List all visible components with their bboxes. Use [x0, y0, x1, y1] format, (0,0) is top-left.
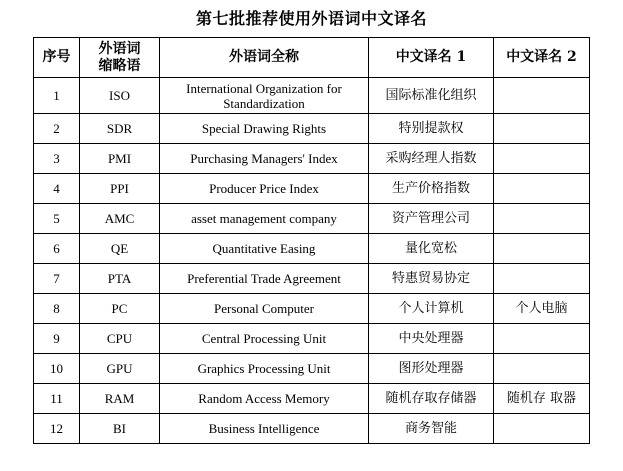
table-row [34, 324, 590, 354]
row-abbreviation-cell: GPU [80, 354, 160, 384]
table-row [34, 144, 590, 174]
row-chinese-name-2-cell [494, 174, 590, 204]
table-row [34, 294, 590, 324]
header-full-name: 外语词全称 [160, 38, 369, 78]
row-abbreviation-cell: PC [80, 294, 160, 324]
header-chinese-name-2: 中文译名 2 [494, 38, 590, 78]
row-chinese-name-1-cell: 国际标准化组织 [369, 78, 494, 114]
row-chinese-name-1-cell: 随机存取存储器 [369, 384, 494, 414]
row-index-cell: 6 [34, 234, 80, 264]
row-full-name-cell: Random Access Memory [160, 384, 369, 414]
row-index-cell: 3 [34, 144, 80, 174]
row-index-cell: 5 [34, 204, 80, 234]
row-abbreviation-cell: PTA [80, 264, 160, 294]
row-abbreviation-cell: SDR [80, 114, 160, 144]
row-full-name-cell: International Organization for Standardization [160, 78, 369, 114]
table-row [34, 204, 590, 234]
row-full-name-cell: Special Drawing Rights [160, 114, 369, 144]
row-chinese-name-1-cell: 中央处理器 [369, 324, 494, 354]
table-row [34, 234, 590, 264]
row-chinese-name-2-cell [494, 78, 590, 114]
row-index-cell: 2 [34, 114, 80, 144]
row-full-name-cell: Purchasing Managers' Index [160, 144, 369, 174]
row-chinese-name-1-cell: 图形处理器 [369, 354, 494, 384]
table-row [34, 414, 590, 444]
row-index-cell: 11 [34, 384, 80, 414]
row-chinese-name-1-cell: 采购经理人指数 [369, 144, 494, 174]
document-title: 第七批推荐使用外语词中文译名 [195, 9, 427, 28]
row-index-cell: 9 [34, 324, 80, 354]
row-chinese-name-1-cell: 资产管理公司 [369, 204, 494, 234]
row-full-name-cell: Graphics Processing Unit [160, 354, 369, 384]
row-index-cell: 10 [34, 354, 80, 384]
terms-table [33, 37, 590, 444]
row-full-name-cell: Quantitative Easing [160, 234, 369, 264]
header-abbr-line1: 外语词 [98, 40, 141, 57]
table-row [34, 174, 590, 204]
row-index-cell: 4 [34, 174, 80, 204]
row-chinese-name-2-cell [494, 264, 590, 294]
row-abbreviation-cell: PMI [80, 144, 160, 174]
table-row [34, 78, 590, 114]
row-abbreviation-cell: AMC [80, 204, 160, 234]
table-header-row [34, 38, 590, 78]
row-abbreviation-cell: ISO [80, 78, 160, 114]
row-chinese-name-2-cell: 个人电脑 [494, 294, 590, 324]
table-row [34, 114, 590, 144]
row-chinese-name-2-cell [494, 204, 590, 234]
header-index: 序号 [34, 38, 80, 78]
row-index-cell: 1 [34, 78, 80, 114]
header-abbreviation [80, 38, 160, 78]
row-chinese-name-1-cell: 个人计算机 [369, 294, 494, 324]
table-row [34, 384, 590, 414]
table-row [34, 354, 590, 384]
row-chinese-name-2-cell [494, 354, 590, 384]
row-index-cell: 7 [34, 264, 80, 294]
row-chinese-name-2-cell [494, 324, 590, 354]
row-abbreviation-cell: PPI [80, 174, 160, 204]
row-chinese-name-1-cell: 商务智能 [369, 414, 494, 444]
row-abbreviation-cell: RAM [80, 384, 160, 414]
row-full-name-cell: asset management company [160, 204, 369, 234]
row-index-cell: 12 [34, 414, 80, 444]
row-chinese-name-1-cell: 特别提款权 [369, 114, 494, 144]
row-full-name-cell: Personal Computer [160, 294, 369, 324]
row-full-name-cell: Central Processing Unit [160, 324, 369, 354]
table-body [34, 78, 590, 444]
row-chinese-name-1-cell: 量化宽松 [369, 234, 494, 264]
row-chinese-name-2-cell [494, 144, 590, 174]
row-chinese-name-2-cell [494, 234, 590, 264]
header-chinese-name-1: 中文译名 1 [369, 38, 494, 78]
row-abbreviation-cell: BI [80, 414, 160, 444]
row-chinese-name-1-cell: 生产价格指数 [369, 174, 494, 204]
row-abbreviation-cell: QE [80, 234, 160, 264]
row-chinese-name-2-cell: 随机存 取器 [494, 384, 590, 414]
row-chinese-name-2-cell [494, 414, 590, 444]
row-full-name-cell: Preferential Trade Agreement [160, 264, 369, 294]
row-full-name-cell: Producer Price Index [160, 174, 369, 204]
row-abbreviation-cell: CPU [80, 324, 160, 354]
row-full-name-cell: Business Intelligence [160, 414, 369, 444]
header-abbr-line2: 缩略语 [98, 57, 141, 74]
row-chinese-name-1-cell: 特惠贸易协定 [369, 264, 494, 294]
row-chinese-name-2-cell [494, 114, 590, 144]
table-row [34, 264, 590, 294]
row-index-cell: 8 [34, 294, 80, 324]
